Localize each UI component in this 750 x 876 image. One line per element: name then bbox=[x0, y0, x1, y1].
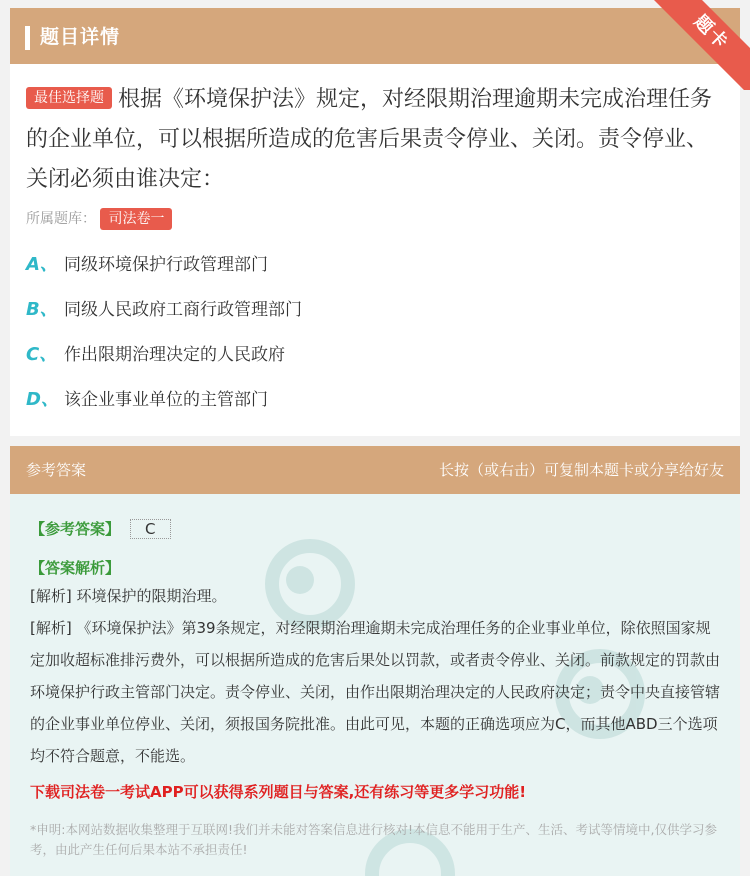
share-hint: 长按（或右击）可复制本题卡或分享给好友 bbox=[438, 461, 724, 479]
answer-section bbox=[10, 446, 740, 876]
bank-label: 所属题库： bbox=[26, 211, 96, 227]
option-b[interactable] bbox=[26, 295, 724, 340]
option-letter: D、 bbox=[26, 389, 59, 410]
options-list bbox=[10, 232, 740, 436]
question-type-badge: 最佳选择题 bbox=[26, 87, 112, 109]
question-card bbox=[10, 8, 740, 436]
option-letter: B、 bbox=[26, 299, 58, 320]
header-accent-bar bbox=[25, 26, 30, 50]
question-block bbox=[10, 64, 740, 232]
option-text: 同级人民政府工商行政管理部门 bbox=[64, 300, 302, 320]
analysis-summary: [解析] 环境保护的限期治理。 bbox=[30, 587, 227, 605]
option-d[interactable] bbox=[26, 385, 724, 430]
question-stem: 根据《环境保护法》规定，对经限期治理逾期未完成治理任务的企业单位，可以根据所造成的危害后果责令停业、关闭。责令停业、关闭必须由谁决定： bbox=[26, 87, 713, 192]
card-header bbox=[10, 8, 740, 64]
option-text: 同级环境保护行政管理部门 bbox=[64, 255, 268, 275]
question-text bbox=[26, 80, 724, 200]
analysis-detail: [解析] 《环境保护法》第39条规定，对经限期治理逾期未完成治理任务的企业事业单位，除依照国家规定加收超标准排污费外，可以根据所造成的危害后果处以罚款，或者责令停业、关闭。前款规定的罚款由环境保护行政主管部门决定。责令停业、关闭，由作出限期治理决定的人民政府决定；责令中央直接管辖的企业事业单位停业、关闭，须报国务院批准。由此可见，本题的正确选项应为C，而其他ABD三个选项均不符合题意，不能选。 bbox=[30, 619, 721, 765]
option-text: 作出限期治理决定的人民政府 bbox=[64, 345, 285, 365]
page-title: 题目详情 bbox=[40, 26, 121, 48]
bank-badge[interactable]: 司法卷一 bbox=[100, 208, 172, 230]
answer-body bbox=[30, 516, 720, 860]
answer-header-title: 参考答案 bbox=[26, 461, 87, 479]
reference-answer bbox=[30, 516, 720, 542]
option-letter: A、 bbox=[26, 254, 58, 275]
ribbon-label: 题卡 bbox=[654, 0, 750, 90]
answer-header bbox=[10, 446, 740, 494]
option-c[interactable] bbox=[26, 340, 724, 385]
option-letter: C、 bbox=[26, 344, 58, 365]
app-download-link[interactable]: 下载司法卷一考试APP可以获得系列题目与答案,还有练习等更多学习功能! bbox=[30, 783, 527, 801]
option-text: 该企业事业单位的主管部门 bbox=[64, 390, 268, 410]
option-a[interactable] bbox=[26, 250, 724, 295]
disclaimer: *申明:本网站数据收集整理于互联网!我们并未能对答案信息进行核对!本信息不能用于生产、生活、考试等情境中,仅供学习参考，由此产生任何后果本站不承担责任! bbox=[30, 822, 717, 857]
reference-answer-value: C bbox=[130, 519, 170, 539]
question-bank bbox=[26, 206, 724, 232]
reference-answer-label: 【参考答案】 bbox=[30, 520, 121, 538]
corner-ribbon bbox=[654, 0, 750, 90]
analysis-label: 【答案解析】 bbox=[30, 559, 121, 577]
